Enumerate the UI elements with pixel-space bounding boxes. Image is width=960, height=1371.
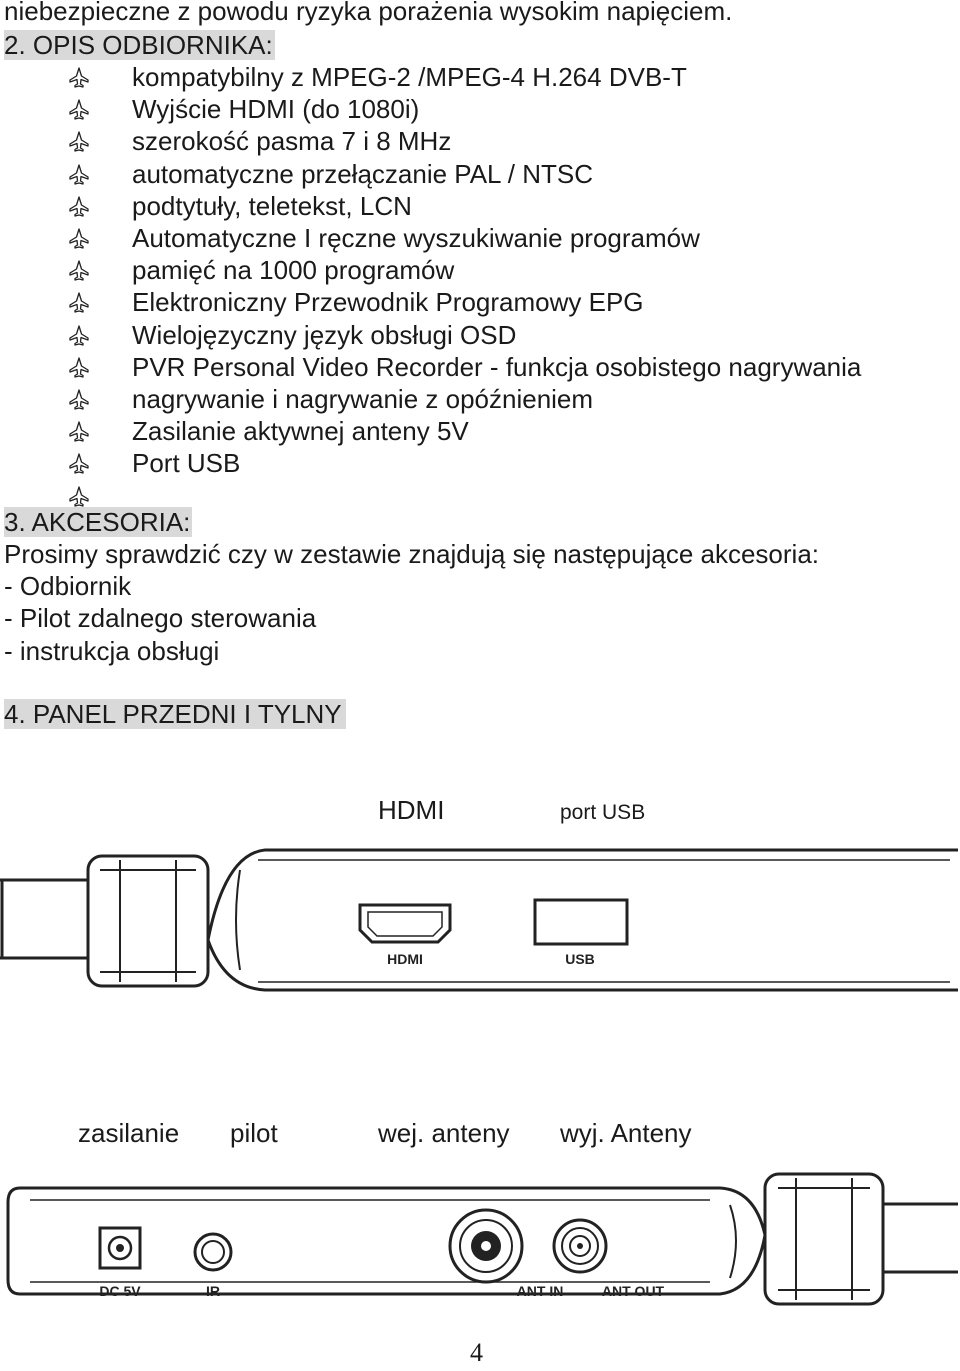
feature-item: pamięć na 1000 programów — [132, 255, 455, 286]
feature-item: Port USB — [132, 448, 241, 479]
section-2-heading — [4, 30, 275, 60]
accessory-item: - instrukcja obsługi — [4, 636, 220, 666]
airplane-bullet-icon — [68, 452, 90, 474]
feature-item: szerokość pasma 7 i 8 MHz — [132, 126, 452, 157]
back-panel-diagram — [0, 1160, 960, 1320]
back-label-power: zasilanie — [78, 1118, 180, 1148]
back-label-remote: pilot — [230, 1118, 278, 1148]
back-label-ant-out: wyj. Anteny — [560, 1118, 692, 1148]
section-4-heading — [4, 699, 346, 729]
section-3-heading-text: 3. AKCESORIA: — [4, 507, 191, 537]
ir-marking: IR — [206, 1283, 220, 1299]
front-label-usb: port USB — [560, 801, 646, 824]
airplane-bullet-icon — [68, 130, 90, 152]
airplane-bullet-icon — [68, 356, 90, 378]
feature-item: nagrywanie i nagrywanie z opóźnieniem — [132, 384, 594, 414]
airplane-bullet-icon — [68, 420, 90, 442]
airplane-bullet-icon — [68, 291, 90, 313]
feature-item: Automatyczne I ręczne wyszukiwanie programów — [132, 223, 700, 253]
back-label-ant-in: wej. anteny — [378, 1118, 510, 1148]
antenna-plug-back — [765, 1174, 883, 1304]
section-4-heading-text: 4. PANEL PRZEDNI I TYLNY — [4, 699, 346, 729]
accessory-item: - Odbiornik — [4, 571, 132, 601]
feature-item: Wyjście HDMI (do 1080i) — [132, 94, 420, 125]
hdmi-marking: HDMI — [387, 951, 423, 967]
airplane-bullet-icon — [68, 66, 90, 88]
section-2-heading-text: 2. OPIS ODBIORNIKA: — [4, 30, 273, 60]
airplane-bullet-icon — [68, 485, 90, 507]
airplane-bullet-icon — [68, 227, 90, 249]
front-label-hdmi: HDMI — [378, 795, 445, 825]
usb-port — [535, 900, 627, 944]
ant-out-marking: ANT OUT — [601, 1283, 665, 1299]
feature-item: Elektroniczny Przewodnik Programowy EPG — [132, 287, 644, 318]
airplane-bullet-icon — [68, 259, 90, 281]
airplane-bullet-icon — [68, 195, 90, 217]
feature-item: Zasilanie aktywnej anteny 5V — [132, 416, 469, 447]
airplane-bullet-icon — [68, 163, 90, 185]
front-panel-diagram — [0, 840, 960, 1000]
page-number: 4 — [470, 1338, 483, 1367]
usb-marking: USB — [565, 951, 595, 967]
feature-item: PVR Personal Video Recorder - funkcja osobistego nagrywania — [132, 351, 862, 382]
accessory-item: - Pilot zdalnego sterowania — [4, 603, 317, 633]
intro-line: niebezpieczne z powodu ryzyka porażenia wysokim napięciem. — [4, 0, 733, 26]
feature-item: podtytuły, teletekst, LCN — [132, 190, 412, 221]
dc-marking: DC 5V — [99, 1283, 141, 1299]
airplane-bullet-icon — [68, 388, 90, 410]
accessories-intro: Prosimy sprawdzić czy w zestawie znajdują się następujące akcesoria: — [4, 539, 820, 569]
feature-item: kompatybilny z MPEG-2 /MPEG-4 H.264 DVB-T — [132, 62, 687, 92]
feature-item: automatyczne przełączanie PAL / NTSC — [132, 158, 593, 189]
ir-jack — [195, 1234, 231, 1270]
airplane-bullet-icon — [68, 98, 90, 120]
antenna-plug-front — [88, 856, 208, 986]
section-3-heading — [4, 507, 192, 537]
ant-in-marking: ANT IN — [516, 1283, 564, 1299]
airplane-bullet-icon — [68, 324, 90, 346]
feature-item: Wielojęzyczny język obsługi OSD — [132, 319, 517, 350]
